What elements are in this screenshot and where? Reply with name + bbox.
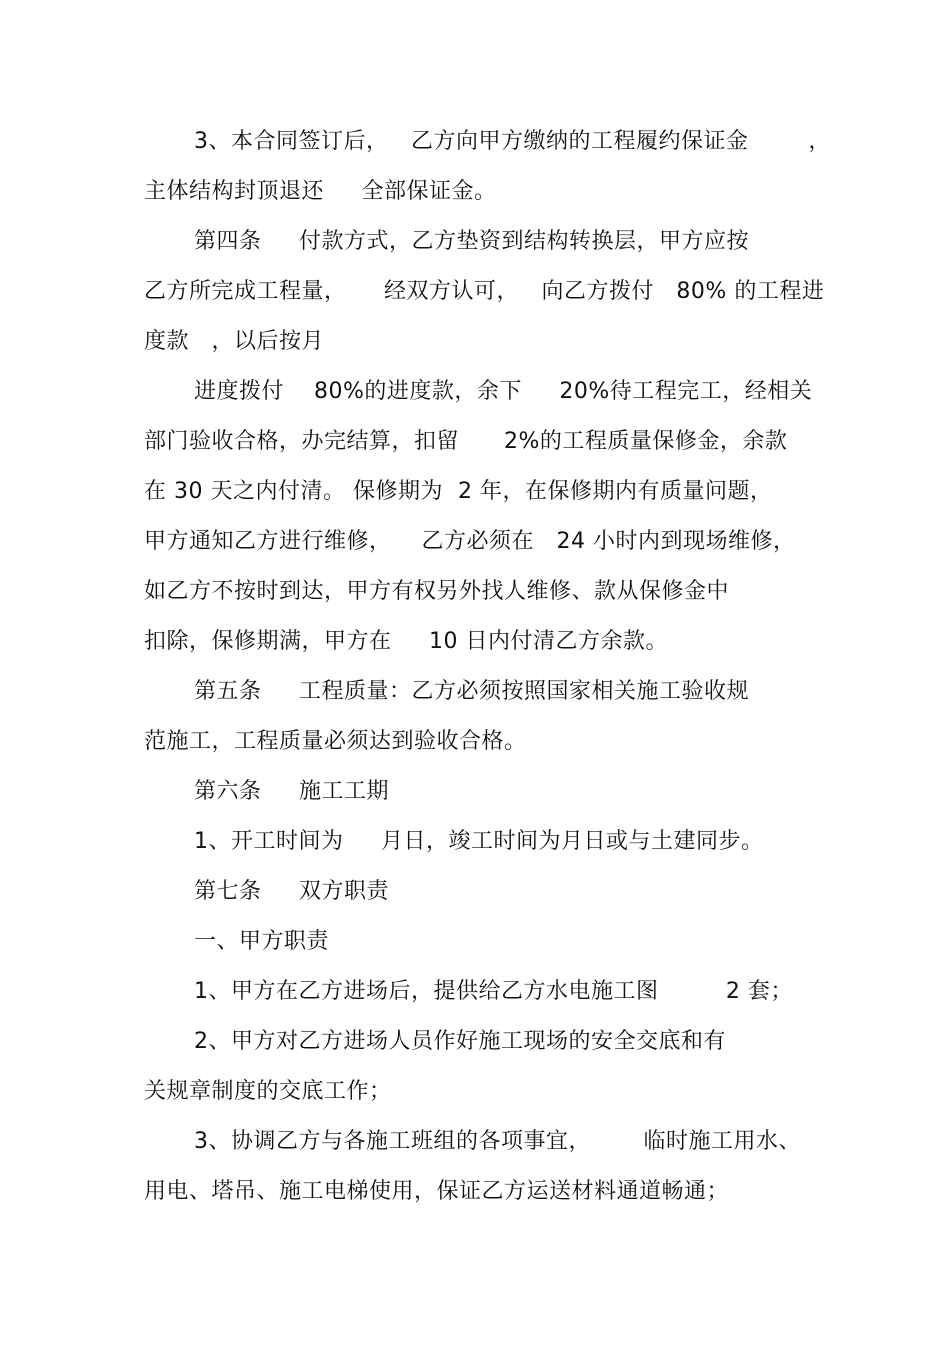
text-line: 进度拨付 80%的进度款，余下 20%待工程完工，经相关 [194,379,813,404]
text-line: 范施工，工程质量必须达到验收合格。 [144,729,527,754]
text-line: 第五条 工程质量：乙方必须按照国家相关施工验收规 [194,679,749,704]
text-line: 在 30 天之内付清。 保修期为 2 年，在保修期内有质量问题， [144,479,773,504]
text-line: 1、开工时间为 月日，竣工时间为月日或与土建同步。 [194,829,764,854]
text-line: 扣除，保修期满，甲方在 10 日内付清乙方余款。 [144,629,668,654]
text-line: 第四条 付款方式，乙方垫资到结构转换层，甲方应按 [194,229,749,254]
text-line: 2、甲方对乙方进场人员作好施工现场的安全交底和有 [194,1029,726,1054]
text-line: 第六条 施工工期 [194,779,389,804]
text-line: 3、本合同签订后， 乙方向甲方缴纳的工程履约保证金 ， [194,129,831,154]
text-line: 度款 ，以后按月 [144,329,324,354]
text-line: 第七条 双方职责 [194,879,389,904]
text-line: 1、甲方在乙方进场后，提供给乙方水电施工图 2 套； [194,979,793,1004]
text-line: 甲方通知乙方进行维修， 乙方必须在 24 小时内到现场维修， [144,529,796,554]
text-line: 如乙方不按时到达，甲方有权另外找人维修、款从保修金中 [144,579,730,604]
text-line: 主体结构封顶退还 全部保证金。 [144,179,497,204]
text-line: 关规章制度的交底工作； [144,1079,392,1104]
text-line: 乙方所完成工程量， 经双方认可， 向乙方拨付 80% 的工程进 [144,279,825,304]
text-line: 部门验收合格，办完结算，扣留 2%的工程质量保修金，余款 [144,429,788,454]
text-line: 一、甲方职责 [194,929,330,954]
text-line: 3、协调乙方与各施工班组的各项事宜， 临时施工用水、 [194,1129,801,1154]
text-line: 用电、塔吊、施工电梯使用，保证乙方运送材料通道畅通； [144,1179,730,1204]
